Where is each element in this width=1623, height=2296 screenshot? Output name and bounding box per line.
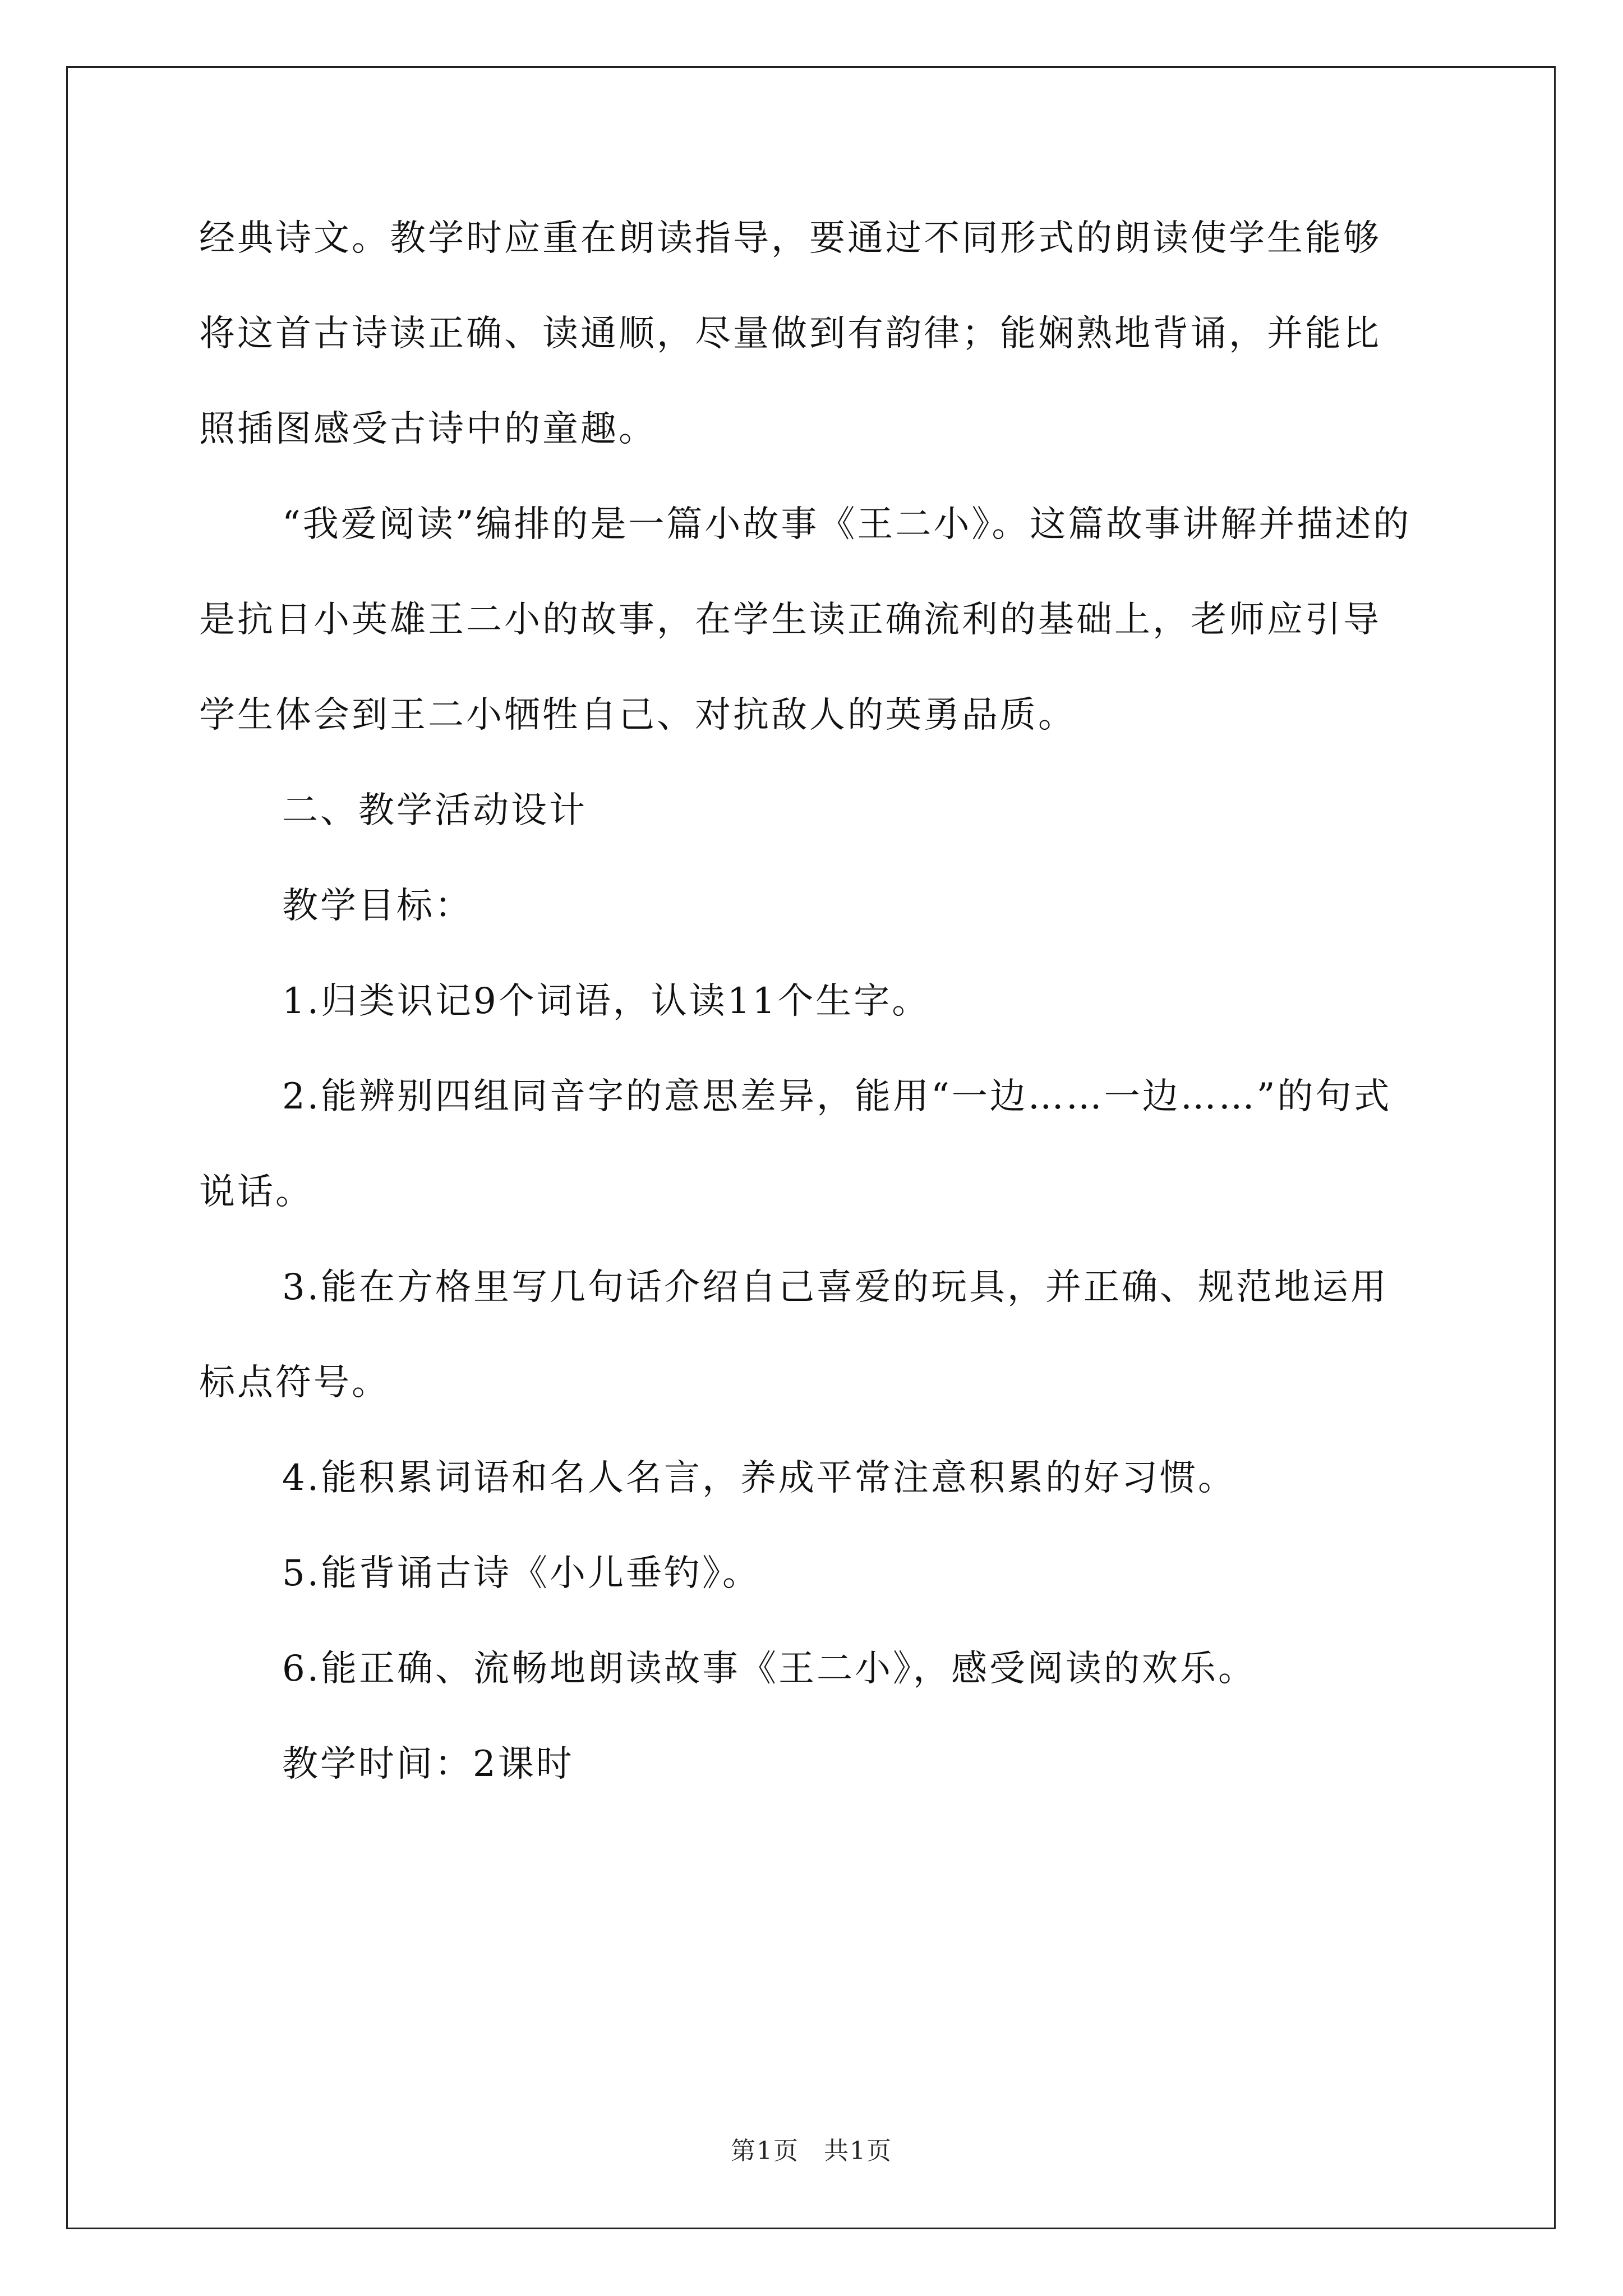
paragraph-reading-section: “我爱阅读”编排的是一篇小故事《王二小》。这篇故事讲解并描述的是抗日小英雄王二小的故事，在学生读正确流利的基础上，老师应引导学生体会到王二小牺牲自己、对抗敌人的英勇品质。 xyxy=(199,504,1412,736)
paragraph-intro-continued: 经典诗文。教学时应重在朗读指导，要通过不同形式的朗读使学生能够将这首古诗读正确、读通顺，尽量做到有韵律；能娴熟地背诵，并能比照插图感受古诗中的童趣。 xyxy=(199,218,1381,450)
goal-item-3: 3.能在方格里写几句话介绍自己喜爱的玩具，并正确、规范地运用标点符号。 xyxy=(199,1267,1389,1404)
goal-item-4: 4.能积累词语和名人名言，养成平常注意积累的好习惯。 xyxy=(282,1457,1237,1499)
page-total: 共1页 xyxy=(824,2137,892,2165)
section-heading-activity-design: 二、教学活动设计 xyxy=(282,790,587,831)
subheading-teaching-goals: 教学目标： xyxy=(282,885,473,927)
goal-item-6: 6.能正确、流畅地朗读故事《王二小》，感受阅读的欢乐。 xyxy=(282,1648,1257,1690)
goal-item-1: 1.归类识记9个词语，认读11个生字。 xyxy=(282,981,930,1022)
goal-item-2: 2.能辨别四组同音字的意思差异，能用“一边……一边……”的句式说话。 xyxy=(199,1076,1392,1213)
teaching-time: 教学时间：2课时 xyxy=(282,1743,574,1785)
goal-item-5: 5.能背诵古诗《小儿垂钓》。 xyxy=(282,1553,761,1594)
page-number: 第1页 xyxy=(731,2137,799,2165)
document-body xyxy=(199,191,1419,1812)
page-footer xyxy=(0,2131,1623,2166)
